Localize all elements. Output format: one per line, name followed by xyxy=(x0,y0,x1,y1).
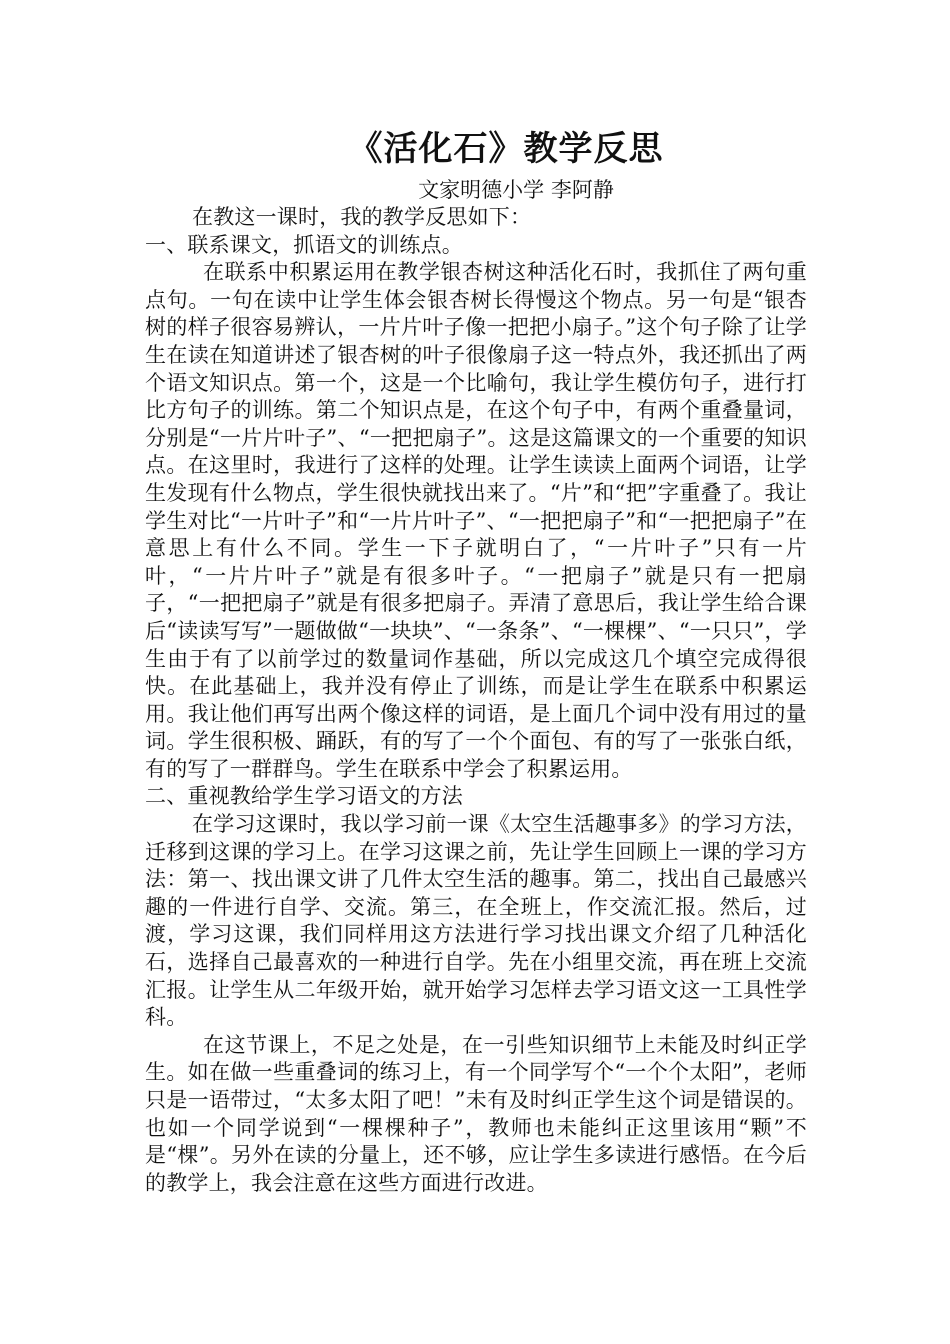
author-line: 文家明德小学 李阿静 xyxy=(418,178,614,202)
intro-paragraph: 在教这一课时，我的教学反思如下： xyxy=(192,205,532,229)
section-2-body: 在学习这课时，我以学习前一课《太空生活趣事多》的学习方法，迁移到这课的学习上。在学习这课之前，先让学生回顾上一课的学习方法：第一、找出课文讲了几件太空生活的趣事。第二，找出自己最感兴趣的一件进行自学、交流。第三，在全班上，作交流汇报。然后，过渡，学习这课，我们同样用这方法进行学习找出课文介绍了几种活化石，选择自己最喜欢的一种进行自学。先在小组里交流，再在班上交流汇报。让学生从二年级开始，就开始学习怎样去学习语文这一工具性学科。 xyxy=(145,812,807,1030)
section-2-heading: 二、重视教给学生学习语文的方法 xyxy=(145,784,463,809)
section-1-body: 在联系中积累运用在教学银杏树这种活化石时，我抓住了两句重点句。一句在读中让学生体会银杏树长得慢这个物点。另一句是“银杏树的样子很容易辨认，一片片叶子像一把把小扇子。”这个句子除了让学生在读在知道讲述了银杏树的叶子很像扇子这一特点外，我还抓出了两个语文知识点。第一个，这是一个比喻句，我让学生模仿句子，进行打比方句子的训练。第二个知识点是，在这个句子中，有两个重叠量词，分别是“一片片叶子”、“一把把扇子”。这是这篇课文的一个重要的知识点。在这里时，我进行了这样的处理。让学生读读上面两个词语，让学生发现有什么物点，学生很快就找出来了。“片”和“把”字重叠了。我让学生对比“一片叶子”和“一片片叶子”、“一把把扇子”和“一把把扇子”在意思上有什么不同。学生一下子就明白了，“一片叶子”只有一片叶，“一片片叶子”就是有很多叶子。“一把扇子”就是只有一把扇子，“一把把扇子”就是有很多把扇子。弄清了意思后，我让学生给合课后“读读写写”一题做做“一块块”、“一条条”、“一棵棵”、“一只只”，学生由于有了以前学过的数量词作基础，所以完成这几个填空完成得很快。在此基础上，我并没有停止了训练，而是让学生在联系中积累运用。我让他们再写出两个像这样的词语，是上面几个词中没有用过的量词。学生很积极、踊跃，有的写了一个个面包、有的写了一张张白纸，有的写了一群群鸟。学生在联系中学会了积累运用。 xyxy=(145,260,807,781)
closing-paragraph: 在这节课上，不足之处是，在一引些知识细节上未能及时纠正学生。如在做一些重叠词的练习上，有一个同学写个“一个个太阳”，老师只是一语带过，“太多太阳了吧！”未有及时纠正学生这个词是错误的。也如一个同学说到“一棵棵种子”，教师也未能纠正这里该用“颗”不是“棵”。另外在读的分量上，还不够，应让学生多读进行感悟。在今后的教学上，我会注意在这些方面进行改进。 xyxy=(145,1032,807,1195)
section-1-heading: 一、联系课文，抓语文的训练点。 xyxy=(145,232,463,257)
document-title: 《活化石》教学反思 xyxy=(348,129,664,169)
document-page xyxy=(145,122,807,1197)
